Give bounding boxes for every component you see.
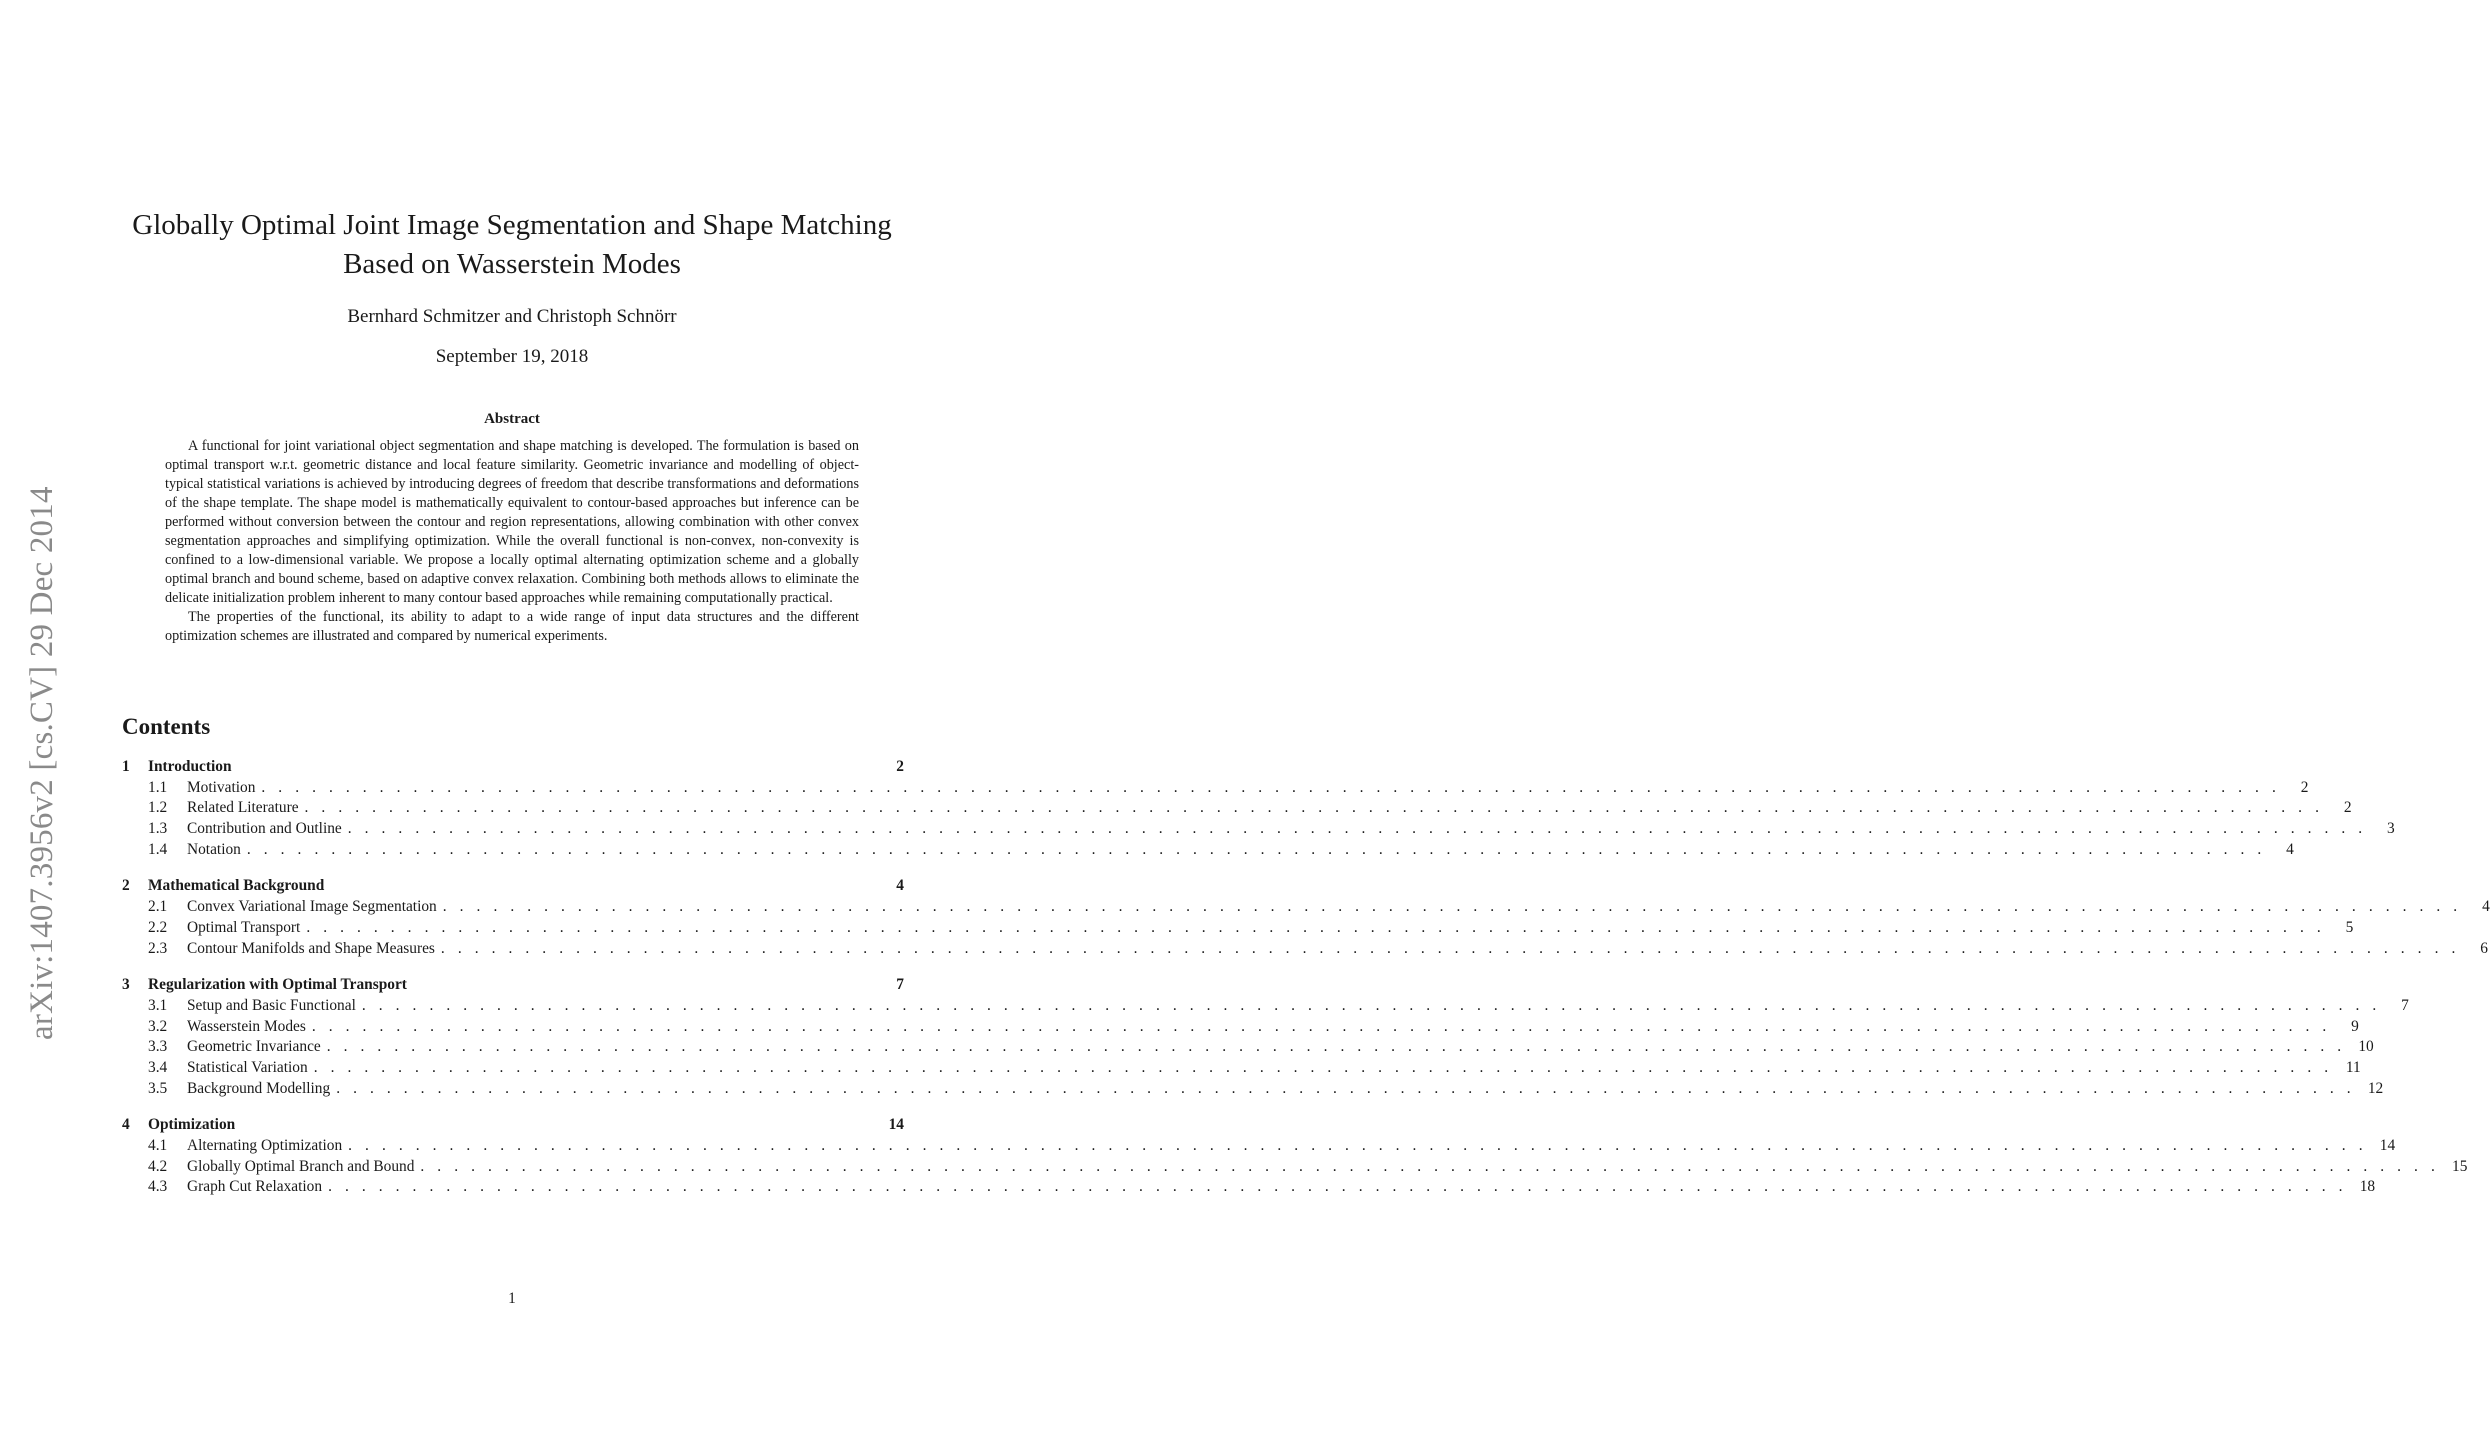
date: September 19, 2018 — [435, 346, 589, 367]
toc-subsection-entry[interactable] — [122, 819, 2395, 840]
toc-subsection-entry[interactable] — [122, 939, 2488, 960]
table-of-contents — [122, 757, 2490, 1214]
toc-subsection-page: 11 — [2345, 1058, 2361, 1076]
toc-dot-leader: . . . . . . . . . . . . . . . . . . . . . . . . . . . . . . . . . . . . . . . . . . . . . . . . . . . . . . . . . . . . . . . . . . . . . . . . . . . . . . . . . . . . . . . . . . . . . . . . . . . . . . . . . . . . . . . . . . . . . . . . — [336, 1079, 2356, 1097]
toc-subsection-title: Wasserstein Modes — [187, 1017, 306, 1035]
toc-dot-leader: . . . . . . . . . . . . . . . . . . . . . . . . . . . . . . . . . . . . . . . . . . . . . . . . . . . . . . . . . . . . . . . . . . . . . . . . . . . . . . . . . . . . . . . . . . . . . . . . . . . . . . . . . . . . . . . . . . . . . . . . — [348, 1137, 2368, 1154]
toc-dot-leader: . . . . . . . . . . . . . . . . . . . . . . . . . . . . . . . . . . . . . . . . . . . . . . . . . . . . . . . . . . . . . . . . . . . . . . . . . . . . . . . . . . . . . . . . . . . . . . . . . . . . . . . . . . . . . . . . . . . . . . . . — [304, 799, 2324, 817]
toc-subsection-number: 4.2 — [148, 1157, 168, 1175]
toc-subsection-entry[interactable] — [122, 996, 2409, 1017]
toc-subsection-page: 2 — [2300, 778, 2309, 796]
toc-subsection-title: Convex Variational Image Segmentation — [187, 898, 437, 916]
toc-subsection-number: 1.3 — [148, 820, 168, 838]
toc-subsection-title: Contribution and Outline — [187, 820, 342, 838]
toc-subsection-page: 3 — [2387, 820, 2395, 838]
toc-subsection-title: Contour Manifolds and Shape Measures — [187, 939, 435, 957]
toc-section-block — [122, 876, 2490, 959]
toc-subsection-page: 6 — [2480, 939, 2488, 957]
toc-subsection-title: Alternating Optimization — [187, 1137, 343, 1154]
toc-dot-leader: . . . . . . . . . . . . . . . . . . . . . . . . . . . . . . . . . . . . . . . . . . . . . . . . . . . . . . . . . . . . . . . . . . . . . . . . . . . . . . . . . . . . . . . . . . . . . . . . . . . . . . . . . . . . . . . . . . . . . . . . — [420, 1157, 2440, 1175]
toc-subsection-title: Statistical Variation — [187, 1058, 308, 1076]
authors: Bernhard Schmitzer and Christoph Schnörr — [347, 306, 677, 327]
abstract-paragraph-1: A functional for joint variational object segmentation and shape matching is developed. The formulation is based on optimal transport w.r.t. geometric distance and local feature similarity. Geometric invariance and modelling of object-typical statistical variations is achieved by introducing degrees of freedom that describe transformations and deformations of the shape template. The shape model is mathematically equivalent to contour-based approaches but inference can be performed without conversion between the contour and region representations, allowing combination with other convex segmentation approaches and simplifying optimization. While the overall functional is non-convex, non-convexity is confined to a low-dimensional variable. We propose a locally optimal alternating optimization scheme and a globally optimal branch and bound scheme, based on adaptive convex relaxation. Combining both methods allows to eliminate the delicate initialization problem inherent to many contour based approaches while remaining computationally practical. — [165, 438, 859, 606]
toc-section-number: 2 — [122, 877, 130, 895]
toc-subsection-page: 2 — [2343, 799, 2352, 817]
toc-subsection-entry[interactable] — [122, 1177, 2376, 1198]
toc-section-entry[interactable] — [122, 975, 904, 996]
toc-section-number: 4 — [122, 1116, 130, 1134]
toc-section-block — [122, 1115, 2468, 1198]
toc-subsection-page: 18 — [2359, 1178, 2376, 1196]
contents-heading: Contents — [122, 714, 211, 739]
toc-subsection-number: 4.1 — [148, 1137, 168, 1154]
toc-section-title: Introduction — [148, 758, 232, 775]
toc-subsection-title: Geometric Invariance — [187, 1038, 321, 1056]
toc-section-page: 4 — [896, 877, 904, 895]
toc-subsection-number: 2.1 — [148, 898, 168, 916]
toc-subsection-entry[interactable] — [122, 1136, 2396, 1157]
toc-subsection-number: 1.4 — [148, 840, 168, 858]
title-line-2: Based on Wasserstein Modes — [343, 248, 681, 280]
toc-subsection-title: Background Modelling — [187, 1079, 331, 1097]
toc-dot-leader: . . . . . . . . . . . . . . . . . . . . . . . . . . . . . . . . . . . . . . . . . . . . . . . . . . . . . . . . . . . . . . . . . . . . . . . . . . . . . . . . . . . . . . . . . . . . . . . . . . . . . . . . . . . . . . . . . . . . . . . . — [328, 1178, 2348, 1196]
toc-subsection-page: 14 — [2379, 1137, 2396, 1154]
title-line-1: Globally Optimal Joint Image Segmentation and Shape Matching — [132, 209, 892, 241]
toc-section-title: Mathematical Background — [148, 877, 325, 895]
toc-subsection-number: 3.3 — [148, 1038, 168, 1056]
paper-title — [100, 206, 924, 284]
toc-dot-leader: . . . . . . . . . . . . . . . . . . . . . . . . . . . . . . . . . . . . . . . . . . . . . . . . . . . . . . . . . . . . . . . . . . . . . . . . . . . . . . . . . . . . . . . . . . . . . . . . . . . . . . . . . . . . . . . . . . . . . . . . — [326, 1038, 2346, 1056]
toc-section-page: 7 — [896, 976, 904, 994]
toc-subsection-page: 4 — [2482, 898, 2490, 916]
toc-subsection-page: 10 — [2358, 1038, 2374, 1056]
toc-subsection-title: Optimal Transport — [187, 918, 301, 936]
toc-subsection-page: 12 — [2367, 1079, 2384, 1097]
toc-dot-leader: . . . . . . . . . . . . . . . . . . . . . . . . . . . . . . . . . . . . . . . . . . . . . . . . . . . . . . . . . . . . . . . . . . . . . . . . . . . . . . . . . . . . . . . . . . . . . . . . . . . . . . . . . . . . . . . . . . . . . . . . — [311, 1017, 2331, 1035]
toc-subsection-number: 4.3 — [148, 1178, 168, 1196]
abstract-body — [165, 437, 859, 646]
toc-subsection-title: Related Literature — [187, 799, 299, 817]
toc-subsection-title: Globally Optimal Branch and Bound — [187, 1157, 415, 1175]
toc-subsection-entry[interactable] — [122, 1058, 2361, 1079]
toc-subsection-entry[interactable] — [122, 840, 2294, 861]
toc-section-block — [122, 757, 2395, 860]
abstract-paragraph-2: The properties of the functional, its ability to adapt to a wide range of input data structures and the different optimization schemes are illustrated and compared by numerical experiments. — [165, 609, 859, 644]
toc-section-number: 3 — [122, 976, 130, 994]
toc-section-page: 14 — [888, 1116, 904, 1134]
abstract-heading: Abstract — [484, 411, 540, 427]
toc-subsection-number: 1.1 — [148, 778, 168, 796]
toc-subsection-page: 9 — [2351, 1017, 2359, 1035]
toc-dot-leader: . . . . . . . . . . . . . . . . . . . . . . . . . . . . . . . . . . . . . . . . . . . . . . . . . . . . . . . . . . . . . . . . . . . . . . . . . . . . . . . . . . . . . . . . . . . . . . . . . . . . . . . . . . . . . . . . . . . . . . . . — [361, 996, 2381, 1014]
toc-subsection-number: 1.2 — [148, 799, 168, 817]
arxiv-identifier-stamp: arXiv:1407.3956v2 [cs.CV] 29 Dec 2014 — [24, 486, 60, 1040]
toc-subsection-entry[interactable] — [122, 1079, 2384, 1100]
toc-subsection-title: Notation — [187, 840, 241, 858]
toc-subsection-entry[interactable] — [122, 1037, 2374, 1058]
toc-subsection-entry[interactable] — [122, 1017, 2359, 1038]
toc-section-entry[interactable] — [122, 876, 904, 897]
toc-section-title: Optimization — [148, 1116, 236, 1134]
toc-section-block — [122, 975, 2409, 1099]
toc-section-entry[interactable] — [122, 757, 904, 778]
toc-subsection-number: 3.2 — [148, 1017, 168, 1035]
toc-subsection-entry[interactable] — [122, 778, 2309, 799]
toc-dot-leader: . . . . . . . . . . . . . . . . . . . . . . . . . . . . . . . . . . . . . . . . . . . . . . . . . . . . . . . . . . . . . . . . . . . . . . . . . . . . . . . . . . . . . . . . . . . . . . . . . . . . . . . . . . . . . . . . . . . . . . . . — [440, 939, 2460, 957]
toc-dot-leader: . . . . . . . . . . . . . . . . . . . . . . . . . . . . . . . . . . . . . . . . . . . . . . . . . . . . . . . . . . . . . . . . . . . . . . . . . . . . . . . . . . . . . . . . . . . . . . . . . . . . . . . . . . . . . . . . . . . . . . . . — [313, 1058, 2333, 1076]
toc-dot-leader: . . . . . . . . . . . . . . . . . . . . . . . . . . . . . . . . . . . . . . . . . . . . . . . . . . . . . . . . . . . . . . . . . . . . . . . . . . . . . . . . . . . . . . . . . . . . . . . . . . . . . . . . . . . . . . . . . . . . . . . . — [261, 778, 2281, 796]
toc-subsection-title: Motivation — [187, 778, 256, 796]
toc-subsection-number: 2.3 — [148, 939, 168, 957]
toc-subsection-entry[interactable] — [122, 798, 2352, 819]
toc-subsection-entry[interactable] — [122, 1157, 2468, 1178]
toc-dot-leader: . . . . . . . . . . . . . . . . . . . . . . . . . . . . . . . . . . . . . . . . . . . . . . . . . . . . . . . . . . . . . . . . . . . . . . . . . . . . . . . . . . . . . . . . . . . . . . . . . . . . . . . . . . . . . . . . . . . . . . . . — [306, 918, 2326, 936]
toc-subsection-page: 5 — [2345, 918, 2354, 936]
toc-subsection-number: 2.2 — [148, 918, 168, 936]
toc-subsection-number: 3.5 — [148, 1079, 168, 1097]
toc-section-entry[interactable] — [122, 1115, 904, 1136]
toc-section-title: Regularization with Optimal Transport — [148, 976, 407, 994]
toc-subsection-number: 3.1 — [148, 996, 168, 1014]
toc-subsection-page: 15 — [2452, 1157, 2468, 1175]
toc-subsection-number: 3.4 — [148, 1058, 168, 1076]
page-number: 1 — [508, 1290, 516, 1307]
toc-subsection-page: 7 — [2401, 996, 2409, 1014]
toc-section-number: 1 — [122, 758, 130, 775]
toc-subsection-title: Setup and Basic Functional — [187, 996, 356, 1014]
toc-dot-leader: . . . . . . . . . . . . . . . . . . . . . . . . . . . . . . . . . . . . . . . . . . . . . . . . . . . . . . . . . . . . . . . . . . . . . . . . . . . . . . . . . . . . . . . . . . . . . . . . . . . . . . . . . . . . . . . . . . . . . . . . — [347, 820, 2367, 838]
toc-subsection-entry[interactable] — [122, 918, 2354, 939]
toc-subsection-page: 4 — [2286, 840, 2294, 858]
toc-subsection-title: Graph Cut Relaxation — [187, 1178, 323, 1196]
toc-dot-leader: . . . . . . . . . . . . . . . . . . . . . . . . . . . . . . . . . . . . . . . . . . . . . . . . . . . . . . . . . . . . . . . . . . . . . . . . . . . . . . . . . . . . . . . . . . . . . . . . . . . . . . . . . . . . . . . . . . . . . . . . — [246, 840, 2266, 858]
toc-subsection-entry[interactable] — [122, 897, 2490, 918]
toc-section-page: 2 — [896, 758, 904, 775]
toc-dot-leader: . . . . . . . . . . . . . . . . . . . . . . . . . . . . . . . . . . . . . . . . . . . . . . . . . . . . . . . . . . . . . . . . . . . . . . . . . . . . . . . . . . . . . . . . . . . . . . . . . . . . . . . . . . . . . . . . . . . . . . . . — [442, 898, 2462, 916]
